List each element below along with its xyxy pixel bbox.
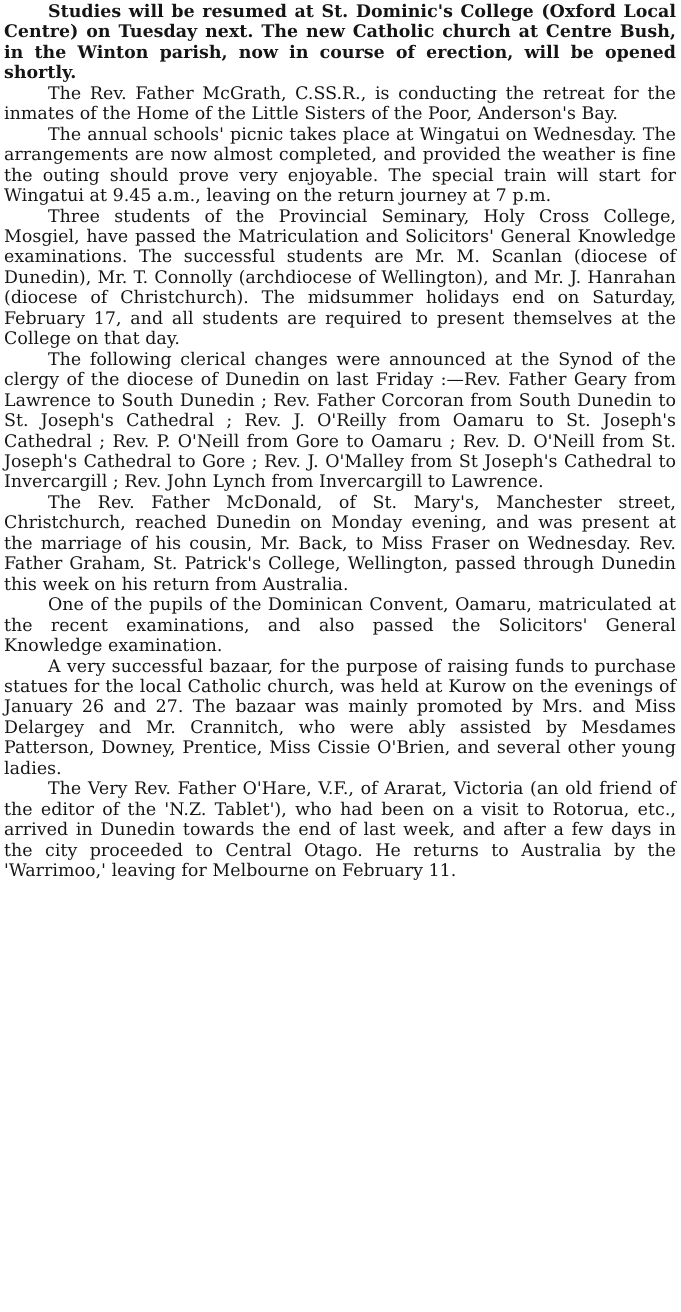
paragraph-retreat: The Rev. Father McGrath, C.SS.R., is conducting the retreat for the inmates of the Home of the Little Sisters of the Poor, Anderson's Bay. bbox=[4, 83, 676, 125]
paragraph-father-mcdonald: The Rev. Father McDonald, of St. Mary's, Manchester street, Christchurch, reached Dunedin on Monday evening, and was present at the marriage of his cousin, Mr. Back, to Miss Fraser on Wednesday. Rev. Father Graham, St. Patrick's College, Wellington, passed through Dunedin this week on his return from Australia. bbox=[4, 492, 676, 595]
paragraph-studies-resumed: Studies will be resumed at St. Dominic's College (Oxford Local Centre) on Tuesday next. The new Catholic church at Centre Bush, in the Winton parish, now in course of erection, will be opened shortly. bbox=[4, 2, 676, 84]
paragraph-picnic: The annual schools' picnic takes place at Wingatui on Wednesday. The arrangements are now almost completed, and provided the weather is fine the outing should prove very enjoyable. The special train will start for Wingatui at 9.45 a.m., leaving on the return journey at 7 p.m. bbox=[4, 124, 676, 207]
paragraph-clerical-changes: The following clerical changes were announced at the Synod of the clergy of the diocese of Dunedin on last Friday :—Rev. Father Geary from Lawrence to South Dunedin ; Rev. Father Corcoran from South Dunedin to St. Joseph's Cathedral ; Rev. J. O'Reilly from Oamaru to St. Joseph's Cathedral ; Rev. P. O'Neill from Gore to Oamaru ; Rev. D. O'Neill from St. Joseph's Cathedral to Gore ; Rev. J. O'Malley from St Joseph's Cathedral to Invercargill ; Rev. John Lynch from Invercargill to Lawrence. bbox=[4, 349, 676, 493]
paragraph-seminary-students: Three students of the Provincial Seminary, Holy Cross College, Mosgiel, have passed the Matriculation and Solicitors' General Knowledge examinations. The successful students are Mr. M. Scanlan (diocese of Dunedin), Mr. T. Connolly (archdiocese of Wellington), and Mr. J. Hanrahan (diocese of Christchurch). The midsummer holidays end on Saturday, February 17, and all students are required to present themselves at the College on that day. bbox=[4, 206, 676, 350]
paragraph-dominican-convent: One of the pupils of the Dominican Convent, Oamaru, matriculated at the recent examinations, and also passed the Solicitors' General Knowledge examination. bbox=[4, 595, 676, 657]
news-column bbox=[4, 2, 676, 881]
paragraph-father-ohare: The Very Rev. Father O'Hare, V.F., of Ararat, Victoria (an old friend of the editor of the 'N.Z. Tablet'), who had been on a visit to Rotorua, etc., arrived in Dunedin towards the end of last week, and after a few days in the city proceeded to Central Otago. He returns to Australia by the 'Warrimoo,' leaving for Melbourne on February 11. bbox=[4, 779, 676, 882]
paragraph-kurow-bazaar: A very successful bazaar, for the purpose of raising funds to purchase statues for the local Catholic church, was held at Kurow on the evenings of January 26 and 27. The bazaar was mainly promoted by Mrs. and Miss Delargey and Mr. Crannitch, who were ably assisted by Mesdames Patterson, Downey, Prentice, Miss Cissie O'Brien, and several other young ladies. bbox=[4, 656, 676, 779]
